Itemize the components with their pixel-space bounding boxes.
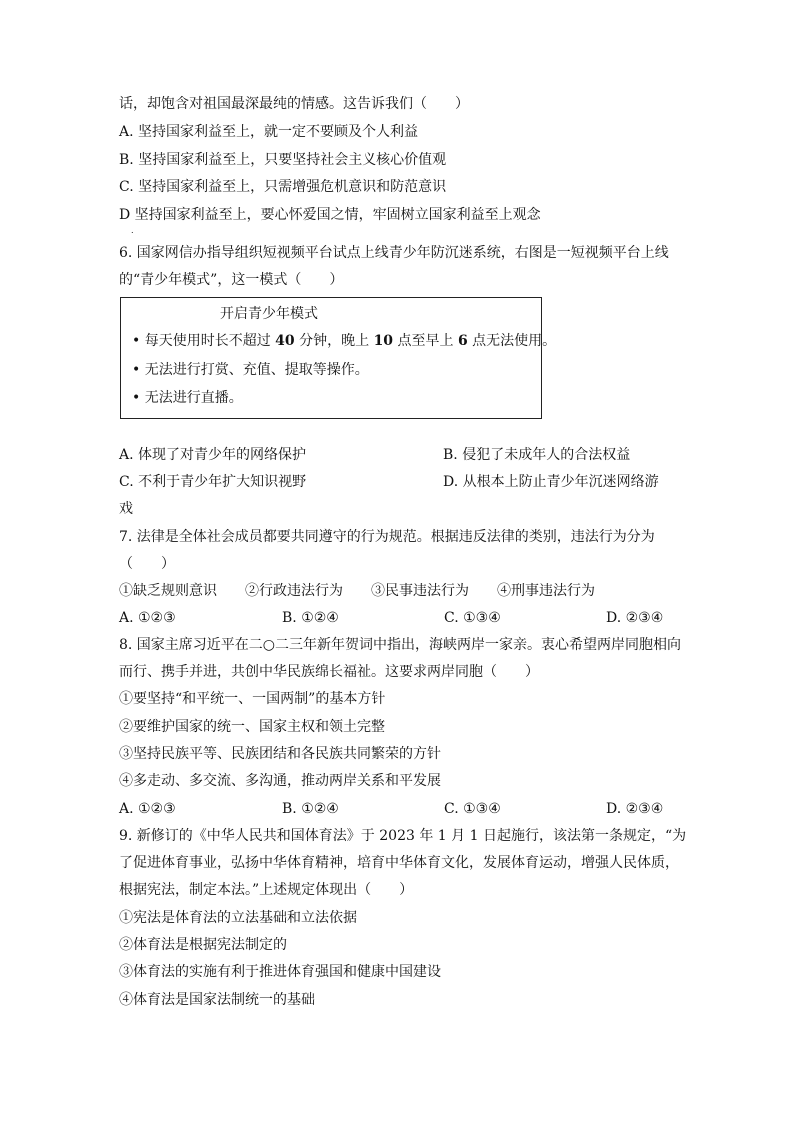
youth-mode-rule-payment: • 无法进行打赏、充值、提取等操作。 bbox=[132, 362, 369, 378]
q6-option-d-cont: 戏 bbox=[119, 501, 133, 517]
q5-option-c: C. 坚持国家利益至上，只需增强危机意识和防范意识 bbox=[119, 179, 447, 195]
q9-stem-line1: 9. 新修订的《中华人民共和国体育法》于 2023 年 1 月 1 日起施行，该法第一条规定，“为 bbox=[119, 828, 687, 844]
q9-item-1: ①宪法是体育法的立法基础和立法依据 bbox=[119, 910, 357, 926]
q7-choice-d: D. ②③④ bbox=[606, 610, 664, 626]
q9-stem-line2: 了促进体育事业，弘扬中华体育精神，培育中华体育文化，发展体育运动，增强人民体质， bbox=[119, 855, 679, 871]
q6-stem-line1: 6. 国家网信办指导组织短视频平台试点上线青少年防沉迷系统，右图是一短视频平台上线 bbox=[119, 245, 669, 261]
q8-choice-a: A. ①②③ bbox=[119, 801, 176, 817]
q6-option-b: B. 侵犯了未成年人的合法权益 bbox=[443, 447, 631, 463]
q8-item-1: ①要坚持“和平统一、一国两制”的基本方针 bbox=[119, 691, 386, 707]
youth-mode-box bbox=[120, 297, 557, 419]
q6-stem-line2: 的“青少年模式”，这一模式（ ） bbox=[119, 272, 344, 288]
q7-choice-a: A. ①②③ bbox=[119, 610, 176, 626]
q5-option-b: B. 坚持国家利益至上，只要坚持社会主义核心价值观 bbox=[119, 152, 447, 168]
q8-stem-line1: 8. 国家主席习近平在二○二三年新年贺词中指出，海峡两岸一家亲。衷心希望两岸同胞相向 bbox=[119, 637, 682, 653]
q9-item-3: ③体育法的实施有利于推进体育强国和健康中国建设 bbox=[119, 964, 441, 980]
youth-mode-rule-live: • 无法进行直播。 bbox=[132, 390, 243, 406]
q9-item-4: ④体育法是国家法制统一的基础 bbox=[119, 992, 315, 1008]
q9-item-2: ②体育法是根据宪法制定的 bbox=[119, 937, 287, 953]
q7-choice-b: B. ①②④ bbox=[282, 610, 339, 626]
stray-mark: . bbox=[131, 226, 134, 235]
q6-option-a: A. 体现了对青少年的网络保护 bbox=[119, 447, 307, 463]
q7-stem-line2: （ ） bbox=[119, 556, 175, 572]
q8-choice-b: B. ①②④ bbox=[282, 801, 339, 817]
q6-option-d: D. 从根本上防止青少年沉迷网络游 bbox=[443, 474, 659, 490]
q6-option-c: C. 不利于青少年扩大知识视野 bbox=[119, 474, 307, 490]
q8-choice-c: C. ①③④ bbox=[444, 801, 501, 817]
q7-stem-line1: 7. 法律是全体社会成员都要共同遵守的行为规范。根据违反法律的类别，违法行为分为 bbox=[119, 529, 655, 545]
q8-choice-d: D. ②③④ bbox=[606, 801, 664, 817]
q9-stem-line3: 根据宪法，制定本法。”上述规定体现出（ ） bbox=[119, 882, 414, 898]
q8-item-3: ③坚持民族平等、民族团结和各民族共同繁荣的方针 bbox=[119, 746, 441, 762]
q8-item-4: ④多走动、多交流、多沟通，推动两岸关系和平发展 bbox=[119, 773, 441, 789]
youth-mode-rule-time: • 每天使用时长不超过 40 分钟，晚上 10 点至早上 6 点无法使用。 bbox=[132, 333, 557, 349]
q8-stem-line2: 而行、携手并进，共创中华民族绵长福祉。这要求两岸同胞（ ） bbox=[119, 664, 539, 680]
q7-items: ①缺乏规则意识 ②行政违法行为 ③民事违法行为 ④刑事违法行为 bbox=[119, 583, 595, 599]
q8-item-2: ②要维护国家的统一、国家主权和领土完整 bbox=[119, 719, 385, 735]
q7-choice-c: C. ①③④ bbox=[444, 610, 501, 626]
q5-option-d: D 坚持国家利益至上，要心怀爱国之情，牢固树立国家利益至上观念 bbox=[119, 207, 541, 223]
youth-mode-title: 开启青少年模式 bbox=[220, 306, 318, 322]
q5-stem-end: 话，却饱含对祖国最深最纯的情感。这告诉我们（ ） bbox=[119, 96, 469, 112]
q5-option-a: A. 坚持国家利益至上，就一定不要顾及个人利益 bbox=[119, 124, 419, 140]
